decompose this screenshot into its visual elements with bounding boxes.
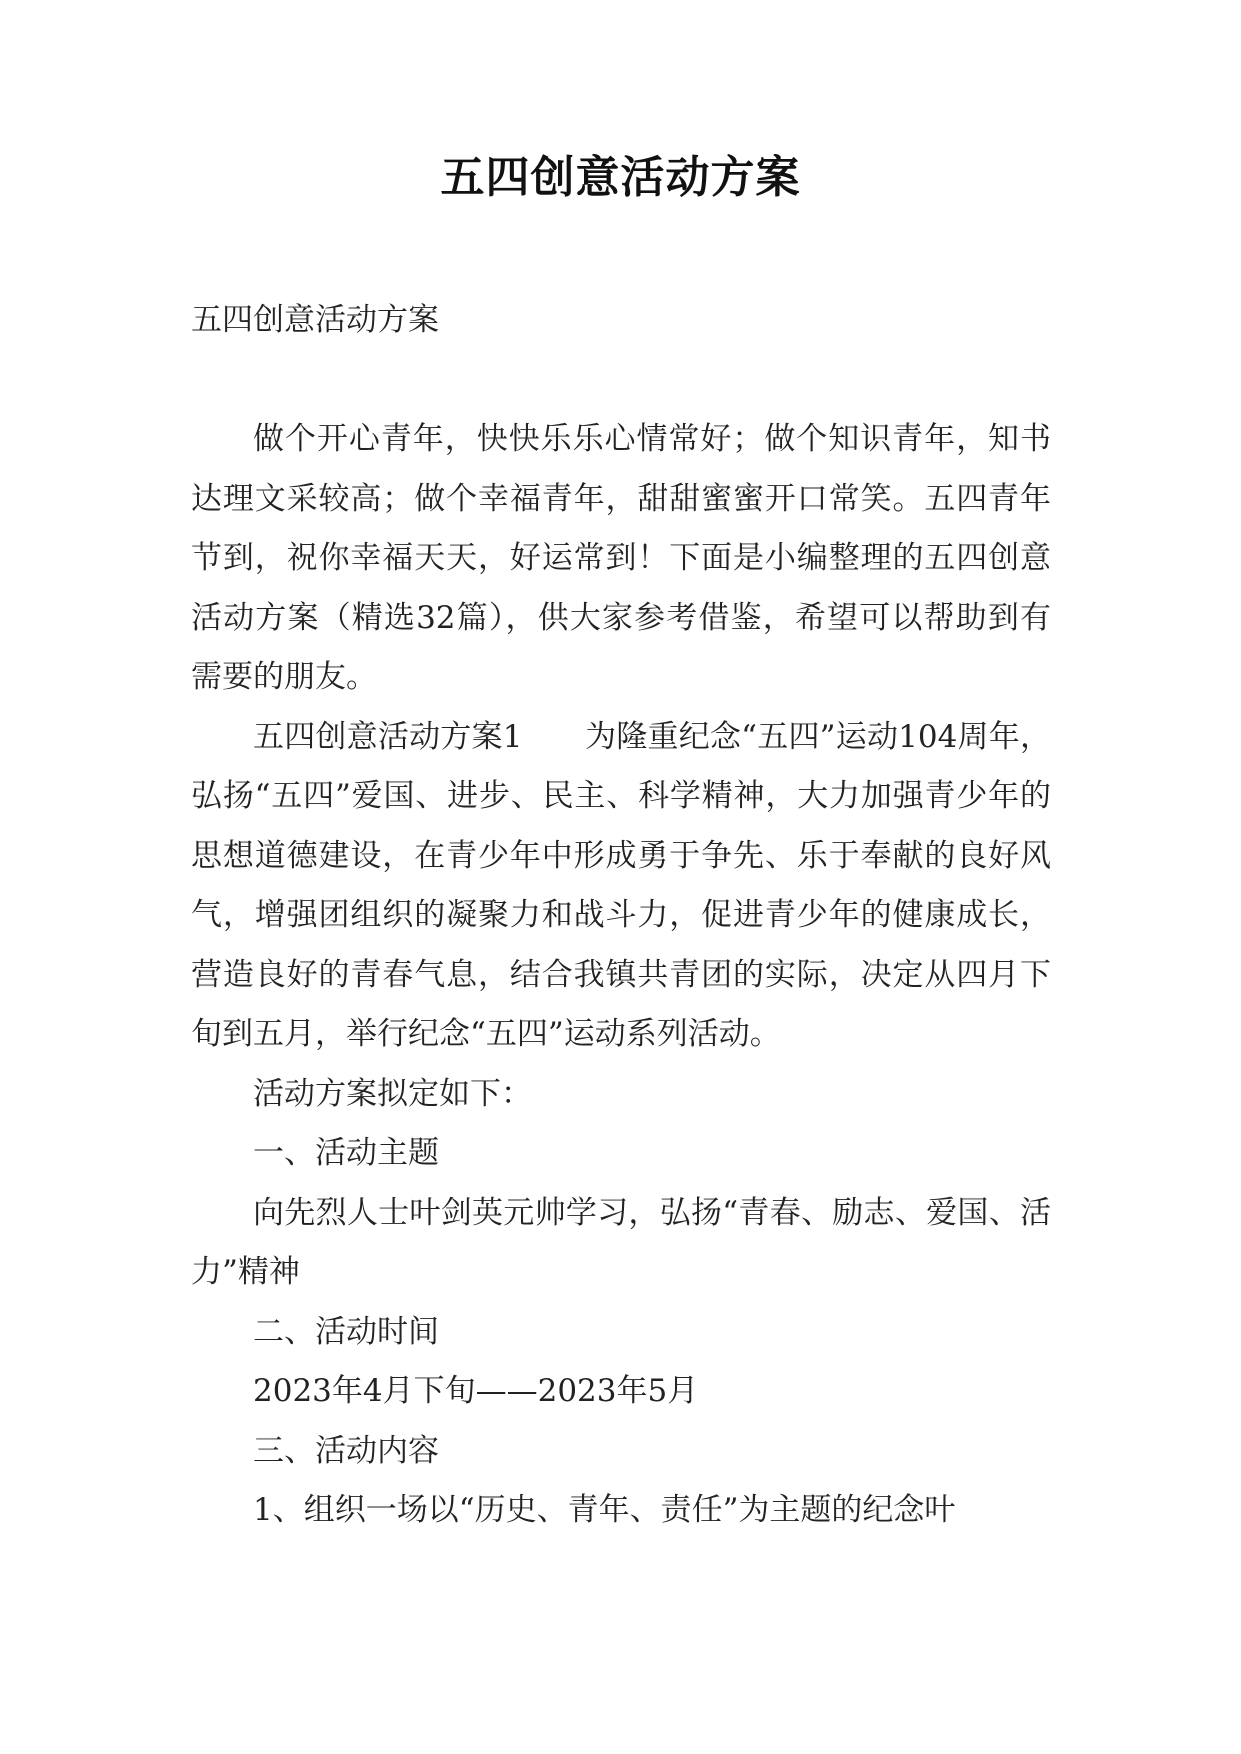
document-title: 五四创意活动方案: [440, 152, 801, 203]
paragraph-content-1: 1、组织一场以“历史、青年、责任”为主题的纪念叶: [253, 1492, 956, 1528]
section-heading-theme: 一、活动主题: [253, 1135, 439, 1171]
paragraph-plan-heading: 活动方案拟定如下：: [253, 1075, 532, 1112]
paragraph-theme: 向先烈人士叶剑英元帅学习，弘扬“青春、励志、爱国、活力”精神: [191, 1194, 1051, 1290]
document-body: [191, 291, 1051, 1541]
section-heading-content: 三、活动内容: [253, 1432, 439, 1469]
section-heading-time: 二、活动时间: [253, 1313, 439, 1350]
document-subtitle: 五四创意活动方案: [191, 302, 439, 338]
paragraph-time: 2023年4月下旬——2023年5月: [253, 1373, 699, 1409]
paragraph-plan-1: 五四创意活动方案1 为隆重纪念“五四”运动104周年，弘扬“五四”爱国、进步、民主、科学精神，大力加强青少年的思想道德建设，在青少年中形成勇于争先、乐于奉献的良好风气，增强团组织的凝聚力和战斗力，促进青少年的健康成长，营造良好的青春气息，结合我镇共青团的实际，决定从四月下旬到五月，举行纪念“五四”运动系列活动。: [191, 718, 1051, 1052]
paragraph-intro: 做个开心青年，快快乐乐心情常好；做个知识青年，知书达理文采较高；做个幸福青年，甜甜蜜蜜开口常笑。五四青年节到，祝你幸福天天，好运常到！下面是小编整理的五四创意活动方案（精选32篇），供大家参考借鉴，希望可以帮助到有需要的朋友。: [191, 421, 1051, 695]
